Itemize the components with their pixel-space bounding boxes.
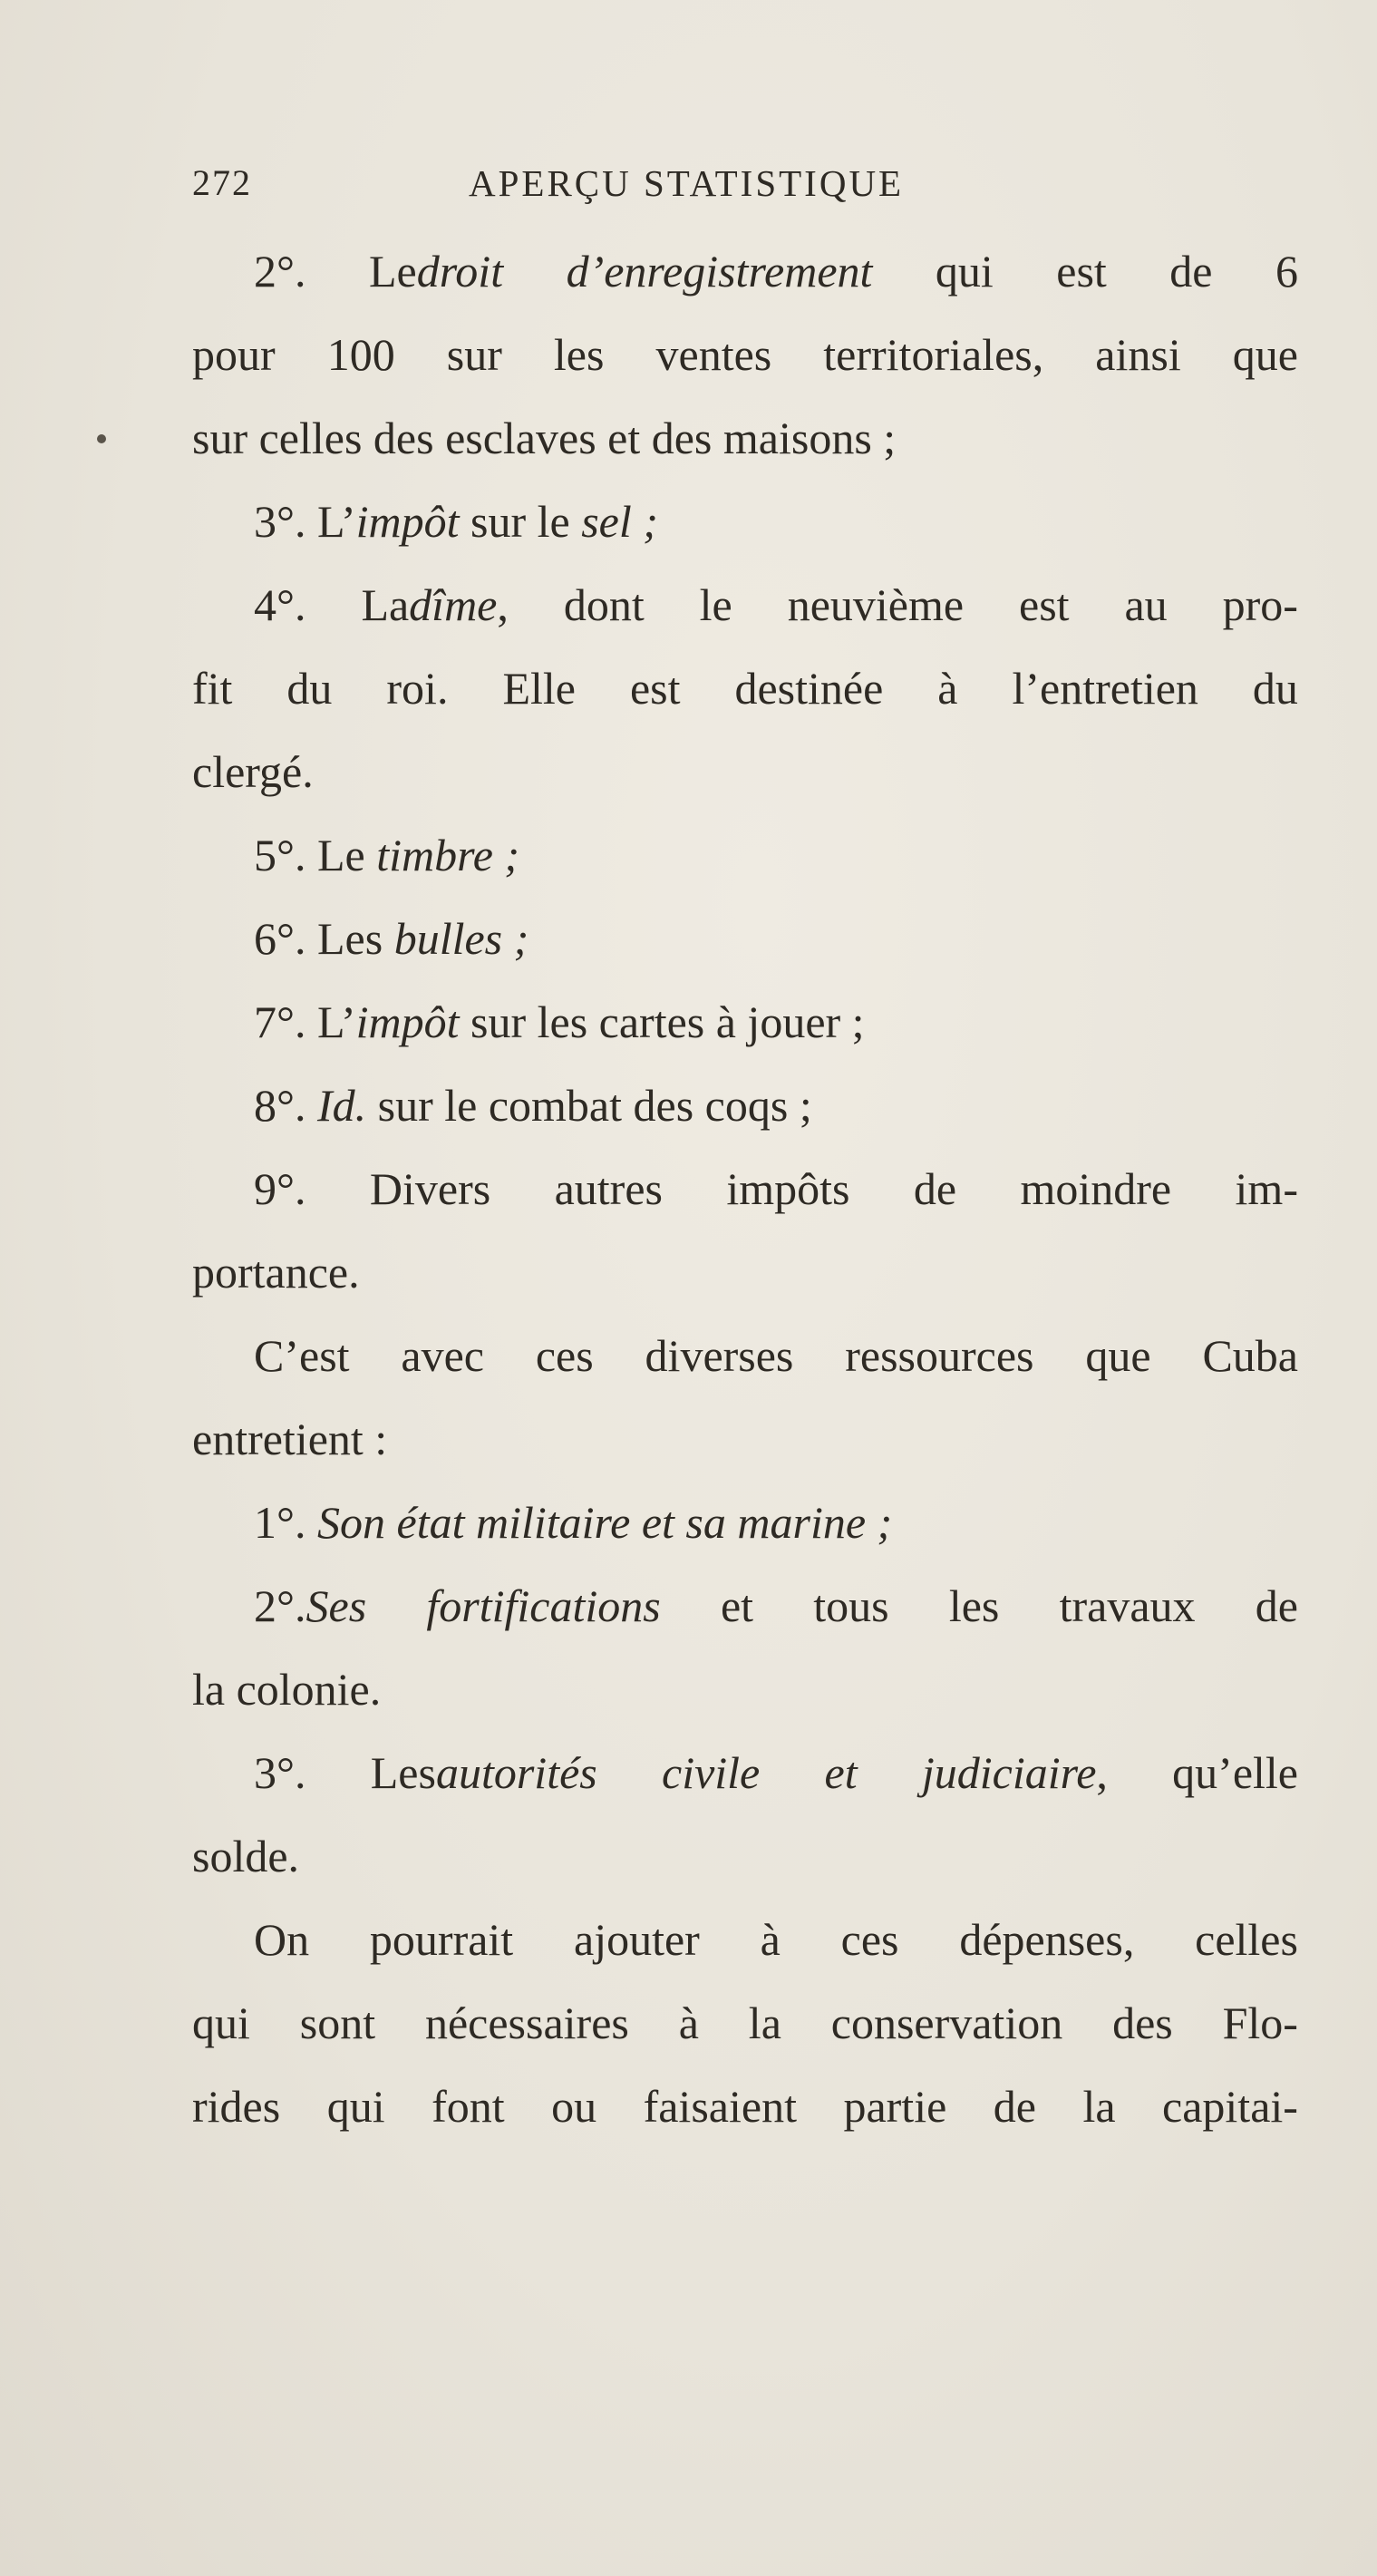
body-text <box>192 229 1298 2148</box>
word: autres <box>554 1163 663 1214</box>
text-segment: portance. <box>192 1247 360 1298</box>
word: les <box>948 1580 1000 1631</box>
text-line <box>192 980 1298 1064</box>
text-line <box>192 1397 1298 1481</box>
word: ventes <box>655 329 772 380</box>
text-line <box>192 1981 1298 2065</box>
word: tous <box>813 1580 889 1631</box>
word: On <box>254 1914 310 1965</box>
text-segment: entretient : <box>192 1414 388 1464</box>
text-line <box>192 897 1298 980</box>
word: Divers <box>369 1163 491 1214</box>
word: dépenses, <box>959 1914 1135 1965</box>
italic-text: Son état militaire et sa marine ; <box>317 1497 893 1548</box>
text-line <box>192 1230 1298 1314</box>
word: dont <box>563 579 645 630</box>
text-line <box>192 1731 1298 1814</box>
word: civile <box>662 1747 761 1798</box>
italic-text: dîme <box>409 579 498 630</box>
word: de <box>1169 246 1213 296</box>
word: celles <box>1195 1914 1298 1965</box>
word: qui <box>935 246 994 296</box>
word: la <box>1082 2081 1116 2132</box>
word: et <box>824 1747 858 1798</box>
text-segment: sur le combat des coqs ; <box>366 1080 812 1131</box>
word: conservation <box>830 1998 1063 2048</box>
text-segment: 3°. L’ <box>254 496 356 547</box>
italic-text: Ses <box>305 1580 367 1631</box>
text-segment: 5°. Le <box>254 830 377 880</box>
word: du <box>1252 663 1298 714</box>
italic-text: impôt <box>355 996 460 1047</box>
page-header <box>192 161 1207 216</box>
word: que <box>1085 1330 1151 1381</box>
text-line <box>192 813 1298 897</box>
text-line <box>192 730 1298 813</box>
word: C’est <box>254 1330 350 1381</box>
word: 3°. <box>254 1747 306 1798</box>
word: fortifications <box>426 1580 661 1631</box>
ink-speck <box>97 434 106 443</box>
word: ces <box>840 1914 899 1965</box>
italic-text: Id. <box>317 1080 367 1131</box>
word: neuvième <box>787 579 965 630</box>
text-segment: 6°. Les <box>254 913 394 964</box>
word: ressources <box>845 1330 1034 1381</box>
word: pour <box>192 329 276 380</box>
word: judiciaire, <box>921 1747 1108 1798</box>
word: qui <box>192 1998 250 2048</box>
text-segment: sur les cartes à jouer ; <box>459 996 865 1047</box>
word: qu’elle <box>1172 1747 1298 1798</box>
word: capitai- <box>1162 2081 1298 2132</box>
text-line <box>192 1648 1298 1731</box>
italic-text: autorités <box>435 1747 597 1798</box>
word: et <box>720 1580 754 1631</box>
italic-text: sel ; <box>581 496 658 547</box>
word: faisaient <box>643 2081 797 2132</box>
word: nécessaires <box>424 1998 629 2048</box>
word: sur <box>446 329 502 380</box>
word: diverses <box>645 1330 794 1381</box>
word: Ledroit <box>368 246 504 296</box>
text-segment: la colonie. <box>192 1664 382 1715</box>
word: qui <box>326 2081 385 2132</box>
italic-text: impôt <box>355 496 460 547</box>
text-line <box>192 1564 1298 1648</box>
word: ajouter <box>574 1914 700 1965</box>
word: que <box>1232 329 1298 380</box>
text-segment: clergé. <box>192 746 314 797</box>
word: font <box>432 2081 505 2132</box>
text-segment: , <box>497 579 509 630</box>
text-line <box>192 646 1298 730</box>
text-line <box>192 1898 1298 1981</box>
word: est <box>629 663 681 714</box>
word: ainsi <box>1095 329 1181 380</box>
word: la <box>748 1998 781 2048</box>
word: 100 <box>326 329 395 380</box>
text-segment: sur le <box>459 496 582 547</box>
word: 4°. <box>254 579 306 630</box>
word: travaux <box>1059 1580 1196 1631</box>
word: sont <box>299 1998 376 2048</box>
page-number: 272 <box>192 162 252 203</box>
word: 2°. <box>254 246 306 296</box>
word: au <box>1124 579 1168 630</box>
italic-text: timbre ; <box>376 830 520 880</box>
word: Ladîme, <box>361 579 509 630</box>
word: de <box>1255 1580 1298 1631</box>
word: destinée <box>734 663 884 714</box>
word: roi. <box>386 663 449 714</box>
word: à <box>678 1998 699 2048</box>
word: est <box>1056 246 1107 296</box>
word: rides <box>192 2081 281 2132</box>
word: ces <box>535 1330 594 1381</box>
text-line <box>192 1314 1298 1397</box>
text-segment: solde. <box>192 1831 300 1881</box>
text-line <box>192 229 1298 313</box>
word: 6 <box>1275 246 1298 296</box>
text-segment: 7°. L’ <box>254 996 356 1047</box>
text-line <box>192 1064 1298 1147</box>
word: les <box>553 329 605 380</box>
text-segment: 1°. <box>254 1497 317 1548</box>
word: territoriales, <box>823 329 1044 380</box>
text-line <box>192 2065 1298 2148</box>
word: pourrait <box>369 1914 514 1965</box>
italic-text: droit <box>416 246 504 296</box>
word: de <box>993 2081 1036 2132</box>
text-line <box>192 1814 1298 1898</box>
word: est <box>1019 579 1070 630</box>
word: Elle <box>502 663 576 714</box>
word: partie <box>843 2081 947 2132</box>
word: ou <box>551 2081 597 2132</box>
word: 2°.Ses <box>254 1580 367 1631</box>
word: avec <box>401 1330 484 1381</box>
text-line <box>192 480 1298 563</box>
word: Flo- <box>1222 1998 1298 2048</box>
word: pro- <box>1222 579 1298 630</box>
text-line <box>192 1147 1298 1230</box>
word: le <box>699 579 732 630</box>
word: des <box>1112 1998 1173 2048</box>
text-line <box>192 313 1298 396</box>
word: im- <box>1235 1163 1298 1214</box>
word: à <box>760 1914 781 1965</box>
text-line <box>192 563 1298 646</box>
word: de <box>913 1163 957 1214</box>
word: 9°. <box>254 1163 306 1214</box>
running-title: APERÇU STATISTIQUE <box>469 162 905 204</box>
text-segment: sur celles des esclaves et des maisons ; <box>192 413 897 463</box>
word: du <box>286 663 333 714</box>
italic-text: bulles ; <box>393 913 529 964</box>
text-segment: 8°. <box>254 1080 317 1131</box>
text-line <box>192 1481 1298 1564</box>
word: impôts <box>726 1163 850 1214</box>
word: d’enregistrement <box>566 246 873 296</box>
word: Lesautorités <box>370 1747 597 1798</box>
word: Cuba <box>1202 1330 1298 1381</box>
word: fit <box>192 663 233 714</box>
text-segment: , <box>1096 1747 1108 1798</box>
text-line <box>192 396 1298 480</box>
word: moindre <box>1020 1163 1172 1214</box>
word: à <box>937 663 958 714</box>
word: l’entretien <box>1012 663 1198 714</box>
